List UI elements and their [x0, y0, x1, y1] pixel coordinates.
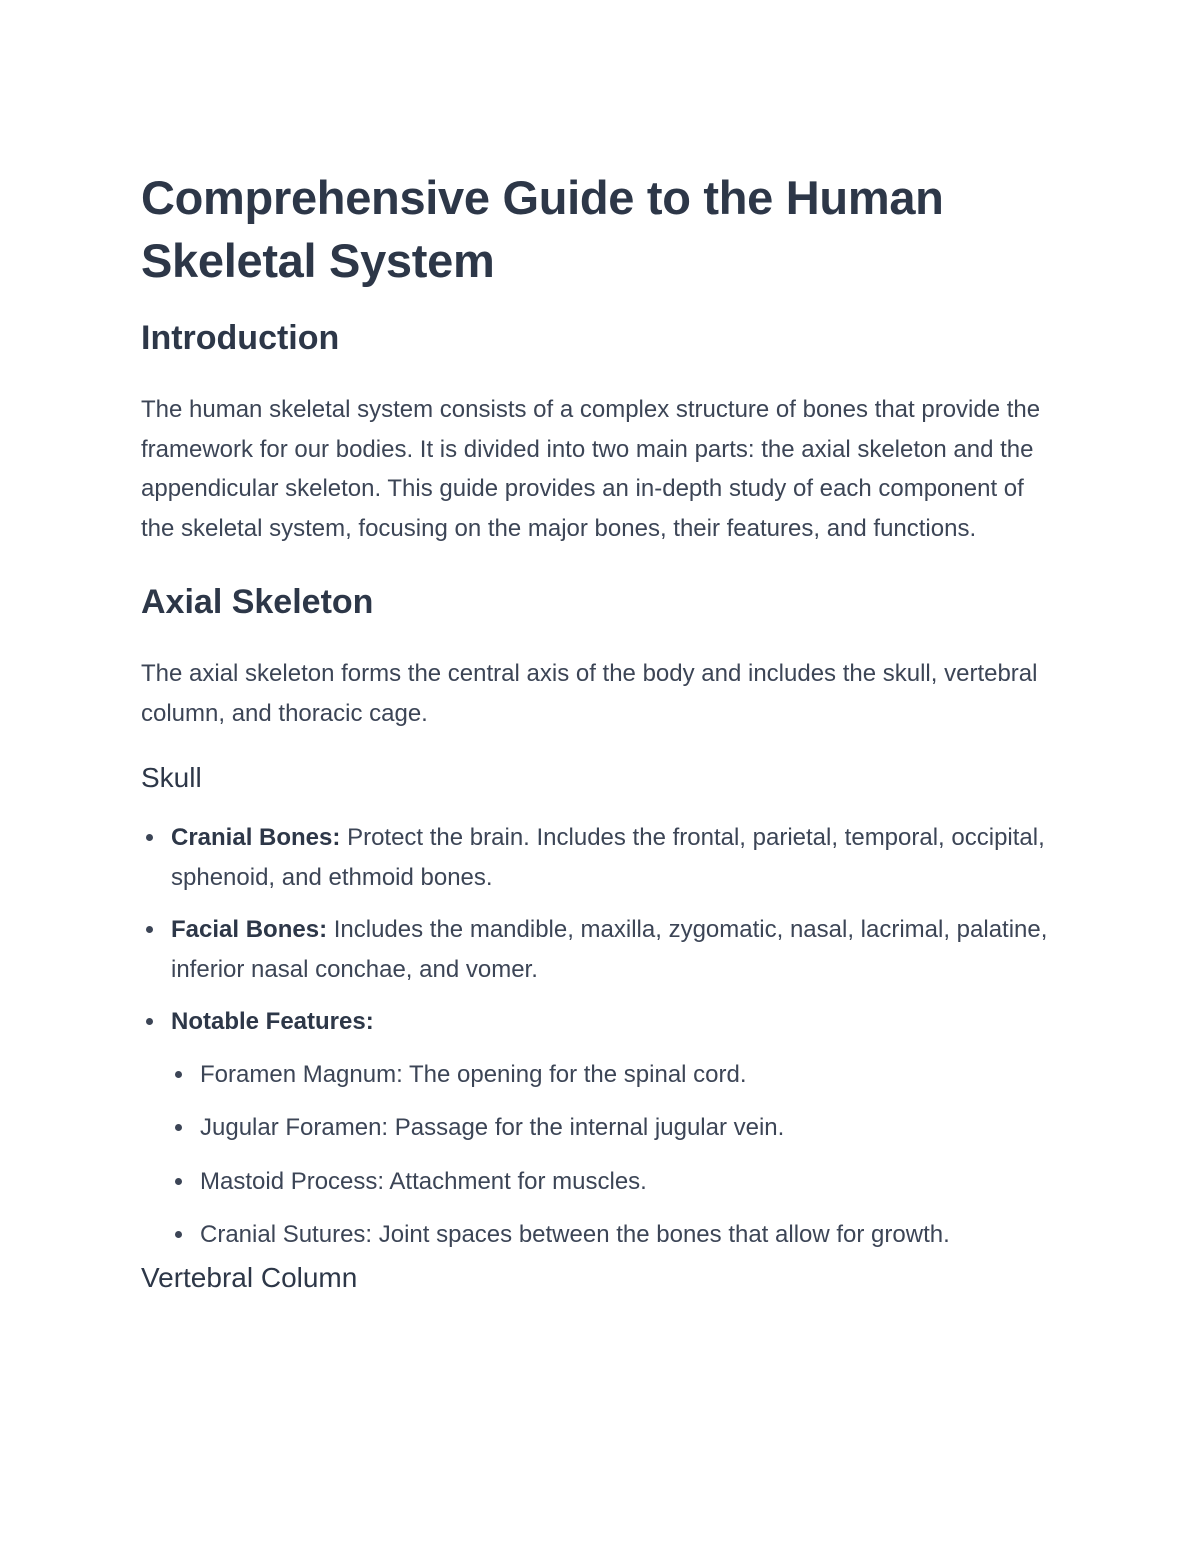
bullet-icon — [175, 1178, 182, 1185]
list-item-term: Notable Features: — [171, 1008, 374, 1035]
page-title: Comprehensive Guide to the Human Skeletal System — [141, 171, 944, 287]
list-item-text: Foramen Magnum: The opening for the spinal cord. — [200, 1060, 747, 1088]
bullet-icon — [146, 926, 153, 933]
notable-features-list — [171, 1055, 1060, 1255]
bullet-icon — [146, 834, 153, 841]
axial-skeleton-heading: Axial Skeleton — [141, 583, 374, 621]
term-colon: : — [319, 916, 328, 943]
vertebral-column-heading: Vertebral Column — [141, 1261, 358, 1293]
skull-bone-list — [141, 818, 1060, 1255]
axial-skeleton-paragraph: The axial skeleton forms the central axis of the body and includes the skull, vertebral column, and thoracic cage. — [141, 660, 1038, 727]
skull-heading: Skull — [141, 762, 202, 793]
list-item-text: Includes the mandible, maxilla, zygomatic, nasal, lacrimal, palatine, inferior nasal conchae, and vomer. — [171, 916, 1048, 983]
list-item-term: Cranial Bones — [171, 824, 333, 851]
bullet-icon — [146, 1018, 153, 1025]
introduction-heading: Introduction — [141, 319, 340, 357]
introduction-paragraph: The human skeletal system consists of a complex structure of bones that provide the framework for our bodies. It is divided into two main parts: the axial skeleton and the appendicular skeleton. This guide provides an in-depth study of each component of the skeletal system, focusing on the major bones, their features, and functions. — [141, 396, 1041, 542]
term-colon: : — [332, 824, 341, 851]
list-item-text: Protect the brain. Includes the frontal, parietal, temporal, occipital, sphenoid, and ethmoid bones. — [171, 824, 1045, 891]
list-item-facial-bones — [171, 910, 1060, 989]
list-item-text: Cranial Sutures: Joint spaces between the bones that allow for growth. — [200, 1221, 950, 1248]
list-item-jugular-foramen — [200, 1108, 1060, 1148]
list-item-cranial-bones — [171, 818, 1060, 897]
list-item-cranial-sutures — [200, 1215, 1060, 1255]
bullet-icon — [175, 1231, 182, 1238]
list-item-text: Mastoid Process: Attachment for muscles. — [200, 1167, 647, 1195]
list-item-notable-features — [171, 1002, 1060, 1255]
list-item-text: Jugular Foramen: Passage for the internal jugular vein. — [200, 1114, 785, 1141]
list-item-foramen-magnum — [200, 1055, 1060, 1095]
list-item-term: Facial Bones — [171, 916, 320, 943]
bullet-icon — [175, 1124, 182, 1131]
bullet-icon — [175, 1071, 182, 1078]
list-item-mastoid-process — [200, 1162, 1060, 1202]
